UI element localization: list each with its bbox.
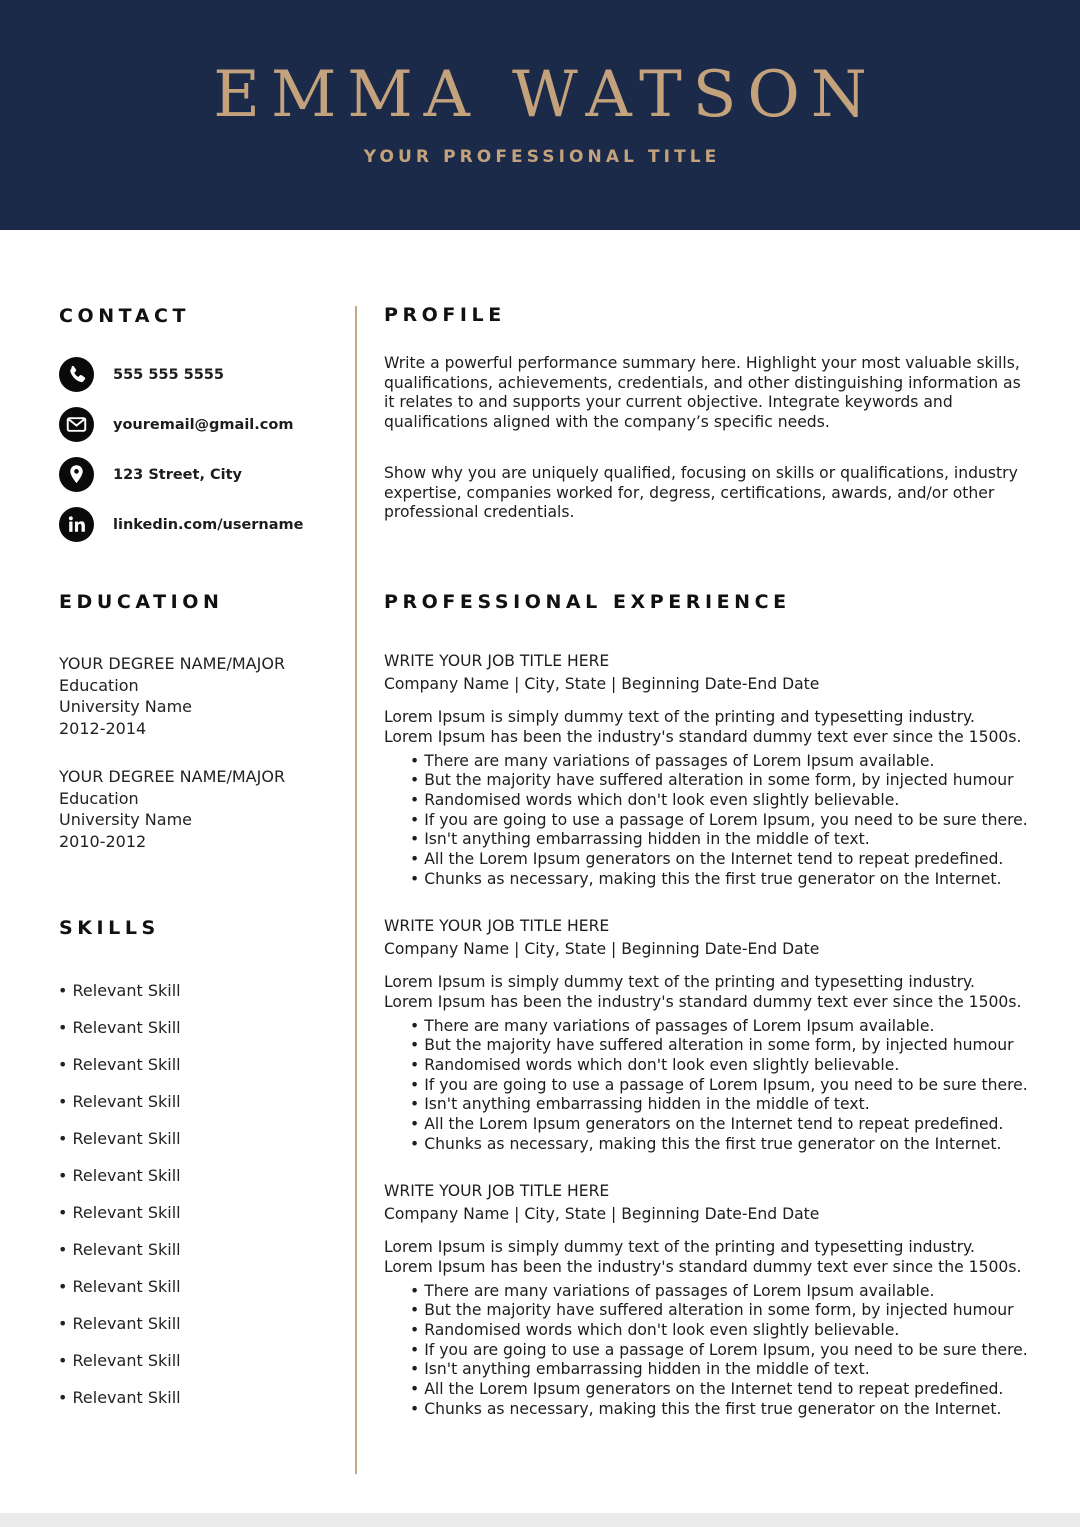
job-bullet: • There are many variations of passages of Lorem Ipsum available.	[410, 1282, 1044, 1302]
job-description-line: Lorem Ipsum is simply dummy text of the printing and typesetting industry.	[384, 1238, 975, 1256]
degree-field: Education	[59, 788, 139, 808]
skills-list	[58, 980, 181, 1424]
job-bullet: • But the majority have suffered alteration in some form, by injected humour	[410, 771, 1044, 791]
job-description-line: Lorem Ipsum has been the industry's standard dummy text ever since the 1500s.	[384, 992, 1022, 1011]
skill-item: • Relevant Skill	[58, 1240, 181, 1259]
experience-heading: PROFESSIONAL EXPERIENCE	[384, 591, 791, 613]
skill-item: • Relevant Skill	[58, 1277, 181, 1296]
job-bullet: • All the Lorem Ipsum generators on the Internet tend to repeat predefined.	[410, 1380, 1044, 1400]
skill-item: • Relevant Skill	[58, 1055, 181, 1074]
degree-field: Education	[59, 675, 139, 695]
job-bullet: • Chunks as necessary, making this the first true generator on the Internet.	[410, 870, 1044, 890]
job-bullet: • Randomised words which don't look even slightly believable.	[410, 791, 1044, 811]
job-bullet: • But the majority have suffered alteration in some form, by injected humour	[410, 1036, 1044, 1056]
job-bullet: • Isn't anything embarrassing hidden in the middle of text.	[410, 1095, 1044, 1115]
job-bullets	[384, 1282, 1044, 1420]
contact-linkedin-text: linkedin.com/username	[113, 517, 304, 533]
contact-heading: CONTACT	[59, 305, 191, 327]
skill-item: • Relevant Skill	[58, 1203, 181, 1222]
professional-title: YOUR PROFESSIONAL TITLE	[363, 147, 721, 167]
education-entry	[59, 766, 285, 852]
job-bullet: • There are many variations of passages of Lorem Ipsum available.	[410, 752, 1044, 772]
profile-heading: PROFILE	[384, 304, 506, 326]
job-description-line: Lorem Ipsum is simply dummy text of the printing and typesetting industry.	[384, 973, 975, 991]
skill-item: • Relevant Skill	[58, 1351, 181, 1370]
job-bullet: • Isn't anything embarrassing hidden in the middle of text.	[410, 830, 1044, 850]
job-bullet: • All the Lorem Ipsum generators on the Internet tend to repeat predefined.	[410, 850, 1044, 870]
skill-item: • Relevant Skill	[58, 1388, 181, 1407]
linkedin-icon	[59, 507, 94, 542]
page-bottom-band	[0, 1513, 1080, 1527]
education-years: 2012-2014	[59, 718, 147, 738]
job-bullet: • But the majority have suffered alteration in some form, by injected humour	[410, 1301, 1044, 1321]
candidate-name: EMMA WATSON	[213, 58, 878, 132]
degree-name: YOUR DEGREE NAME/MAJOR	[59, 654, 286, 673]
education-years: 2010-2012	[59, 831, 147, 851]
job-meta: Company Name | City, State | Beginning Date-End Date	[384, 675, 820, 693]
education-heading: EDUCATION	[59, 591, 224, 613]
job-bullets	[384, 752, 1044, 890]
profile-paragraph: Show why you are uniquely qualified, focusing on skills or qualifications, industry expertise, companies worked for, degress, certifications, awards, and/or other professional credentials.	[384, 464, 1018, 521]
job-bullet: • All the Lorem Ipsum generators on the Internet tend to repeat predefined.	[410, 1115, 1044, 1135]
contact-phone-text: 555 555 5555	[113, 367, 224, 383]
skills-heading: SKILLS	[59, 917, 160, 939]
job-entry	[384, 1180, 1044, 1420]
job-bullet: • If you are going to use a passage of Lorem Ipsum, you need to be sure there.	[410, 1076, 1044, 1096]
job-bullet: • If you are going to use a passage of Lorem Ipsum, you need to be sure there.	[410, 1341, 1044, 1361]
profile-paragraph: Write a powerful performance summary here. Highlight your most valuable skills, qualifications, achievements, credentials, and other distinguishing information as it relates to and supports your current objective. Integrate keywords and qualifications aligned with the company’s specific needs.	[384, 354, 1021, 431]
job-entry	[384, 915, 1044, 1155]
skill-item: • Relevant Skill	[58, 1018, 181, 1037]
job-title: WRITE YOUR JOB TITLE HERE	[384, 652, 610, 670]
education-entry	[59, 653, 285, 739]
skill-item: • Relevant Skill	[58, 1166, 181, 1185]
job-description-line: Lorem Ipsum has been the industry's standard dummy text ever since the 1500s.	[384, 1257, 1022, 1276]
skill-item: • Relevant Skill	[58, 1314, 181, 1333]
job-bullet: • There are many variations of passages of Lorem Ipsum available.	[410, 1017, 1044, 1037]
job-bullet: • Chunks as necessary, making this the first true generator on the Internet.	[410, 1400, 1044, 1420]
job-bullet: • If you are going to use a passage of Lorem Ipsum, you need to be sure there.	[410, 811, 1044, 831]
school-name: University Name	[59, 810, 192, 829]
job-bullet: • Randomised words which don't look even slightly believable.	[410, 1056, 1044, 1076]
header-banner	[0, 0, 1080, 230]
job-bullet: • Randomised words which don't look even slightly believable.	[410, 1321, 1044, 1341]
school-name: University Name	[59, 697, 192, 716]
email-icon	[59, 407, 94, 442]
job-description	[384, 708, 1044, 748]
job-description	[384, 1238, 1044, 1278]
skill-item: • Relevant Skill	[58, 1129, 181, 1148]
contact-address-text: 123 Street, City	[113, 467, 242, 483]
job-meta: Company Name | City, State | Beginning Date-End Date	[384, 940, 820, 958]
job-title: WRITE YOUR JOB TITLE HERE	[384, 1182, 610, 1200]
column-divider	[355, 306, 357, 1474]
job-bullets	[384, 1017, 1044, 1155]
job-meta: Company Name | City, State | Beginning Date-End Date	[384, 1205, 820, 1223]
location-pin-icon	[59, 457, 94, 492]
job-description-line: Lorem Ipsum has been the industry's standard dummy text ever since the 1500s.	[384, 727, 1022, 746]
job-description-line: Lorem Ipsum is simply dummy text of the printing and typesetting industry.	[384, 708, 975, 726]
job-bullet: • Isn't anything embarrassing hidden in the middle of text.	[410, 1360, 1044, 1380]
job-bullet: • Chunks as necessary, making this the first true generator on the Internet.	[410, 1135, 1044, 1155]
job-title: WRITE YOUR JOB TITLE HERE	[384, 917, 610, 935]
skill-item: • Relevant Skill	[58, 1092, 181, 1111]
skill-item: • Relevant Skill	[58, 981, 181, 1000]
contact-email-text: youremail@gmail.com	[113, 417, 294, 433]
job-description	[384, 973, 1044, 1013]
job-entry	[384, 650, 1044, 890]
degree-name: YOUR DEGREE NAME/MAJOR	[59, 767, 286, 786]
phone-icon	[59, 357, 94, 392]
